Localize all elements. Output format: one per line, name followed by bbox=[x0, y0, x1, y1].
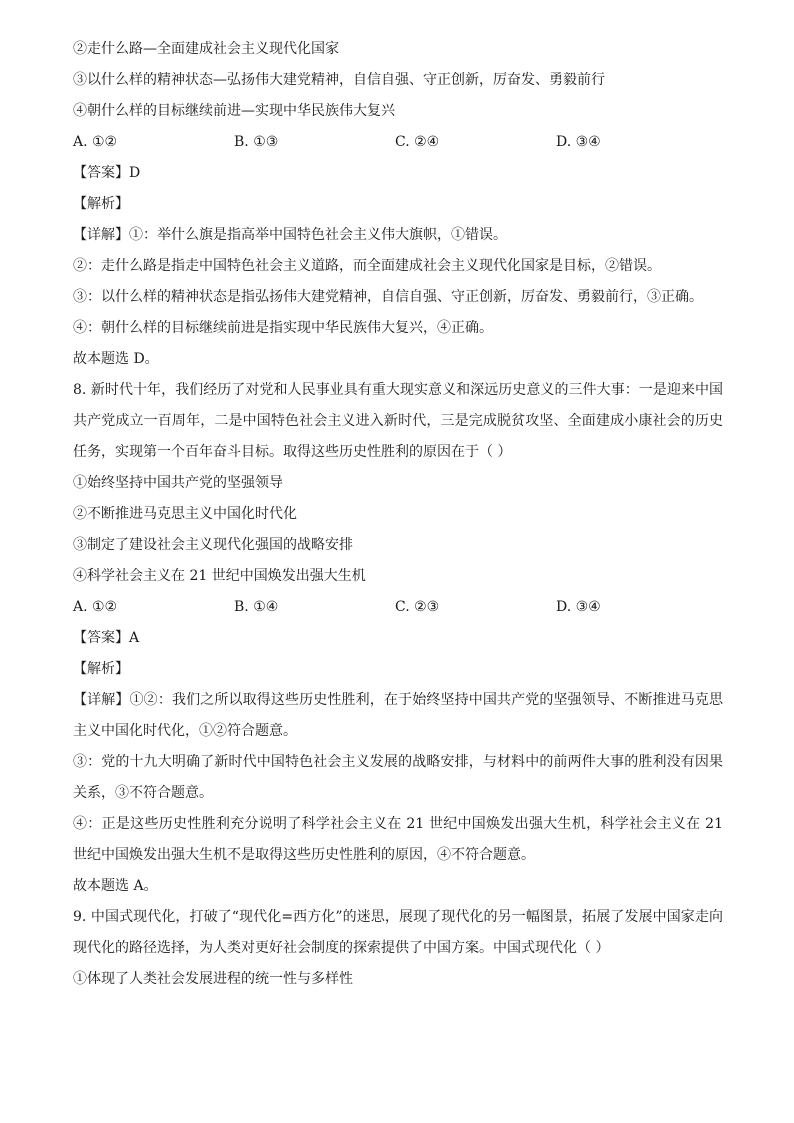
q7-detail-2: ②：走什么路是指走中国特色社会主义道路，而全面建成社会主义现代化国家是目标，②错误。 bbox=[73, 258, 661, 274]
q9-stem: 9. 中国式现代化，打破了“现代化=西方化”的迷思，展现了现代化的另一幅图景，拓展了发展中国家走向现代化的路径选择，为人类对更好社会制度的探索提供了中国方案。中国式现代化（ ） bbox=[73, 909, 723, 956]
q7-detail-tag: 【详解】 bbox=[73, 227, 129, 243]
q8-item-4: ④科学社会主义在 21 世纪中国焕发出强大生机 bbox=[73, 568, 366, 584]
q8-detail-2: ③：党的十九大明确了新时代中国特色社会主义发展的战略安排，与材料中的前两件大事的胜利没有因果关系，③不符合题意。 bbox=[73, 754, 723, 801]
q7-conclusion: 故本题选 D。 bbox=[73, 351, 159, 367]
q8-choice-a: A. ①② bbox=[73, 599, 118, 615]
q8-item-3: ③制定了建设社会主义现代化强国的战略安排 bbox=[73, 537, 353, 553]
q7-detail-3: ③：以什么样的精神状态是指弘扬伟大建党精神，自信自强、守正创新，厉奋发、勇毅前行，③正确。 bbox=[73, 289, 703, 305]
q8-choices bbox=[73, 592, 723, 623]
q7-choice-c: C. ②④ bbox=[395, 134, 440, 150]
q7-item-3: ③以什么样的精神状态—弘扬伟大建党精神，自信自强、守正创新，厉奋发、勇毅前行 bbox=[73, 72, 605, 88]
q7-choice-a: A. ①② bbox=[73, 134, 118, 150]
q7-detail-4: ④：朝什么样的目标继续前进是指实现中华民族伟大复兴，④正确。 bbox=[73, 320, 493, 336]
q8-answer bbox=[73, 623, 723, 654]
q8-choice-c: C. ②③ bbox=[395, 599, 440, 615]
q8-detail-3: ④：正是这些历史性胜利充分说明了科学社会主义在 21 世纪中国焕发出强大生机，科学社会主义在 21 世纪中国焕发出强大生机不是取得这些历史性胜利的原因，④不符合题意。 bbox=[73, 816, 723, 863]
q8-choice-d: D. ③④ bbox=[556, 599, 601, 615]
q8-analysis-tag: 【解析】 bbox=[73, 661, 129, 677]
q8-answer-tag: 【答案】 bbox=[73, 630, 129, 646]
q8-conclusion: 故本题选 A。 bbox=[73, 878, 158, 894]
q8-detail-1 bbox=[73, 685, 723, 747]
q8-item-1: ①始终坚持中国共产党的坚强领导 bbox=[73, 475, 283, 491]
q8-detail-text-1: ①②：我们之所以取得这些历史性胜利，在于始终坚持中国共产党的坚强领导、不断推进马克思主义中国化时代化，①②符合题意。 bbox=[73, 692, 724, 739]
q9-item-1: ①体现了人类社会发展进程的统一性与多样性 bbox=[73, 971, 353, 987]
q8-detail-tag: 【详解】 bbox=[73, 692, 130, 708]
q7-answer-tag: 【答案】 bbox=[73, 165, 129, 181]
q8-item-2: ②不断推进马克思主义中国化时代化 bbox=[73, 506, 297, 522]
q7-answer-value: D bbox=[129, 165, 141, 181]
q7-item-4: ④朝什么样的目标继续前进—实现中华民族伟大复兴 bbox=[73, 103, 395, 119]
q7-choice-b: B. ①③ bbox=[234, 134, 279, 150]
q7-answer bbox=[73, 158, 723, 189]
q8-answer-value: A bbox=[129, 630, 140, 646]
q7-choice-d: D. ③④ bbox=[556, 134, 601, 150]
q7-item-2: ②走什么路—全面建成社会主义现代化国家 bbox=[73, 41, 339, 57]
q7-detail-1 bbox=[73, 220, 723, 251]
q7-detail-text-1: ①：举什么旗是指高举中国特色社会主义伟大旗帜，①错误。 bbox=[129, 227, 507, 243]
q7-analysis-tag: 【解析】 bbox=[73, 196, 129, 212]
q7-choices bbox=[73, 127, 723, 158]
q8-choice-b: B. ①④ bbox=[234, 599, 279, 615]
q8-stem: 8. 新时代十年，我们经历了对党和人民事业具有重大现实意义和深远历史意义的三件大事：一是迎来中国共产党成立一百周年，二是中国特色社会主义进入新时代，三是完成脱贫攻坚、全面建成小康社会的历史任务，实现第一个百年奋斗目标。取得这些历史性胜利的原因在于（ ） bbox=[73, 382, 723, 460]
document-page bbox=[73, 34, 723, 995]
